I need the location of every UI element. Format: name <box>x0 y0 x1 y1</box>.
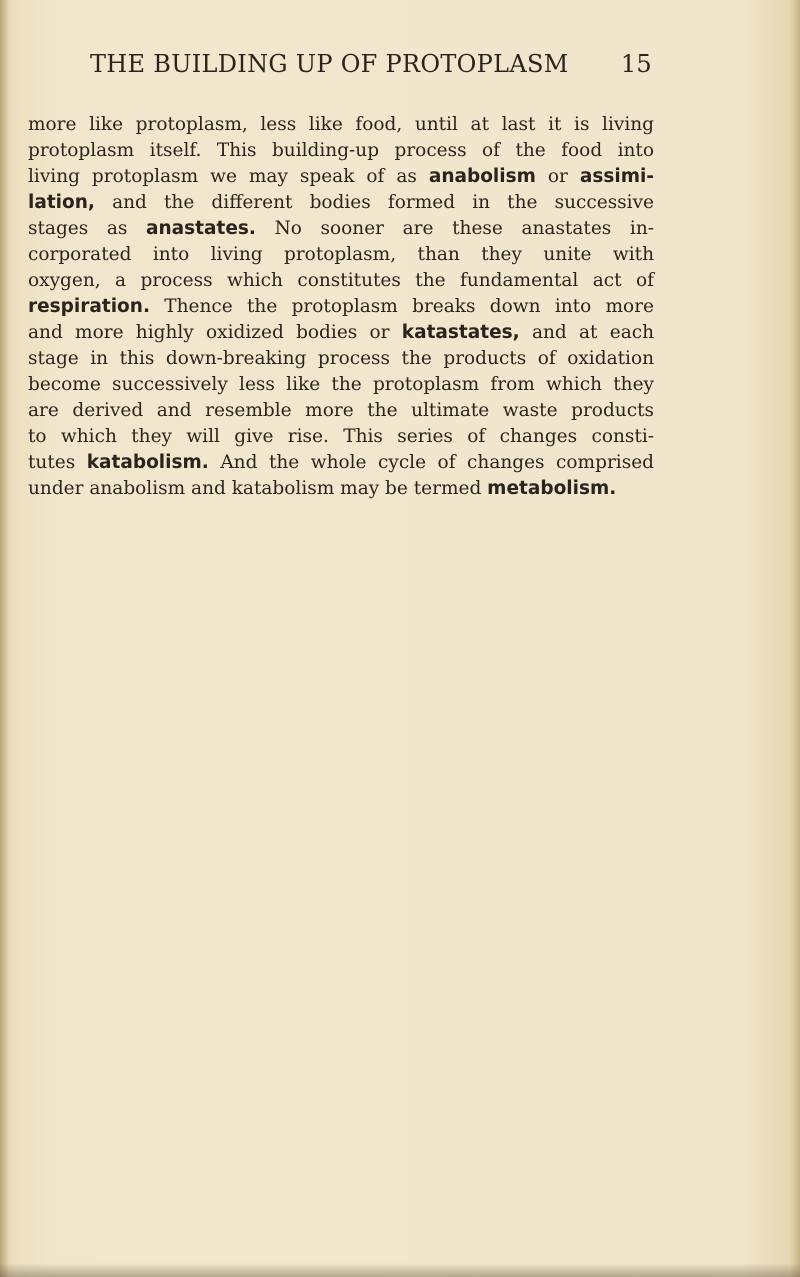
bold-term: respiration. <box>28 296 150 317</box>
body-paragraph <box>28 112 654 502</box>
bold-term: anastates. <box>146 218 256 239</box>
text-line <box>28 398 654 424</box>
text-line <box>28 268 654 294</box>
text-line <box>28 294 654 320</box>
text-run: tutes <box>28 452 87 473</box>
text-line <box>28 112 654 138</box>
text-run: oxygen, a process which constitutes the fundamental act of <box>28 270 654 291</box>
bold-term: assimi- <box>579 166 654 187</box>
text-run: corporated into living protoplasm, than they unite with <box>28 244 654 265</box>
text-run: stage in this down-breaking process the products of oxidation <box>28 348 654 369</box>
bold-term: katabolism. <box>86 452 209 473</box>
text-run: and at each <box>519 322 655 343</box>
text-line <box>28 320 654 346</box>
text-run: to which they will give rise. This series of changes consti- <box>28 426 654 447</box>
text-run: are derived and resemble more the ultimate waste products <box>28 400 654 421</box>
text-run: and the different bodies formed in the successive <box>94 192 654 213</box>
page-bottom-shadow <box>0 1263 800 1277</box>
text-line <box>28 164 654 190</box>
text-run: stages as <box>28 218 147 239</box>
page-gutter <box>0 0 8 1277</box>
bold-term: lation, <box>28 192 95 213</box>
page-edge <box>790 0 800 1277</box>
text-run: more like protoplasm, less like food, until at last it is living <box>28 114 654 135</box>
text-run: living protoplasm we may speak of as <box>28 166 429 187</box>
text-run: Thence the protoplasm breaks down into more <box>149 296 654 317</box>
bold-term: anabolism <box>428 166 536 187</box>
text-line <box>28 372 654 398</box>
text-line <box>28 476 654 502</box>
text-line <box>28 450 654 476</box>
text-run: protoplasm itself. This building-up process of the food into <box>28 140 654 161</box>
running-title: THE BUILDING UP OF PROTOPLASM <box>90 50 569 78</box>
text-line <box>28 242 654 268</box>
page-number: 15 <box>620 50 652 78</box>
text-line <box>28 216 654 242</box>
text-line <box>28 424 654 450</box>
bold-term: katastates, <box>401 322 520 343</box>
bold-term: metabolism. <box>487 478 617 499</box>
text-run: under anabolism and katabolism may be termed <box>28 478 488 499</box>
text-line <box>28 138 654 164</box>
text-run: and more highly oxidized bodies or <box>28 322 402 343</box>
text-run: And the whole cycle of changes comprised <box>208 452 654 473</box>
text-run: become successively less like the protoplasm from which they <box>28 374 654 395</box>
text-run: or <box>535 166 580 187</box>
text-line <box>28 190 654 216</box>
page-header <box>90 50 652 86</box>
text-run: No sooner are these anastates in- <box>255 218 654 239</box>
text-line <box>28 346 654 372</box>
